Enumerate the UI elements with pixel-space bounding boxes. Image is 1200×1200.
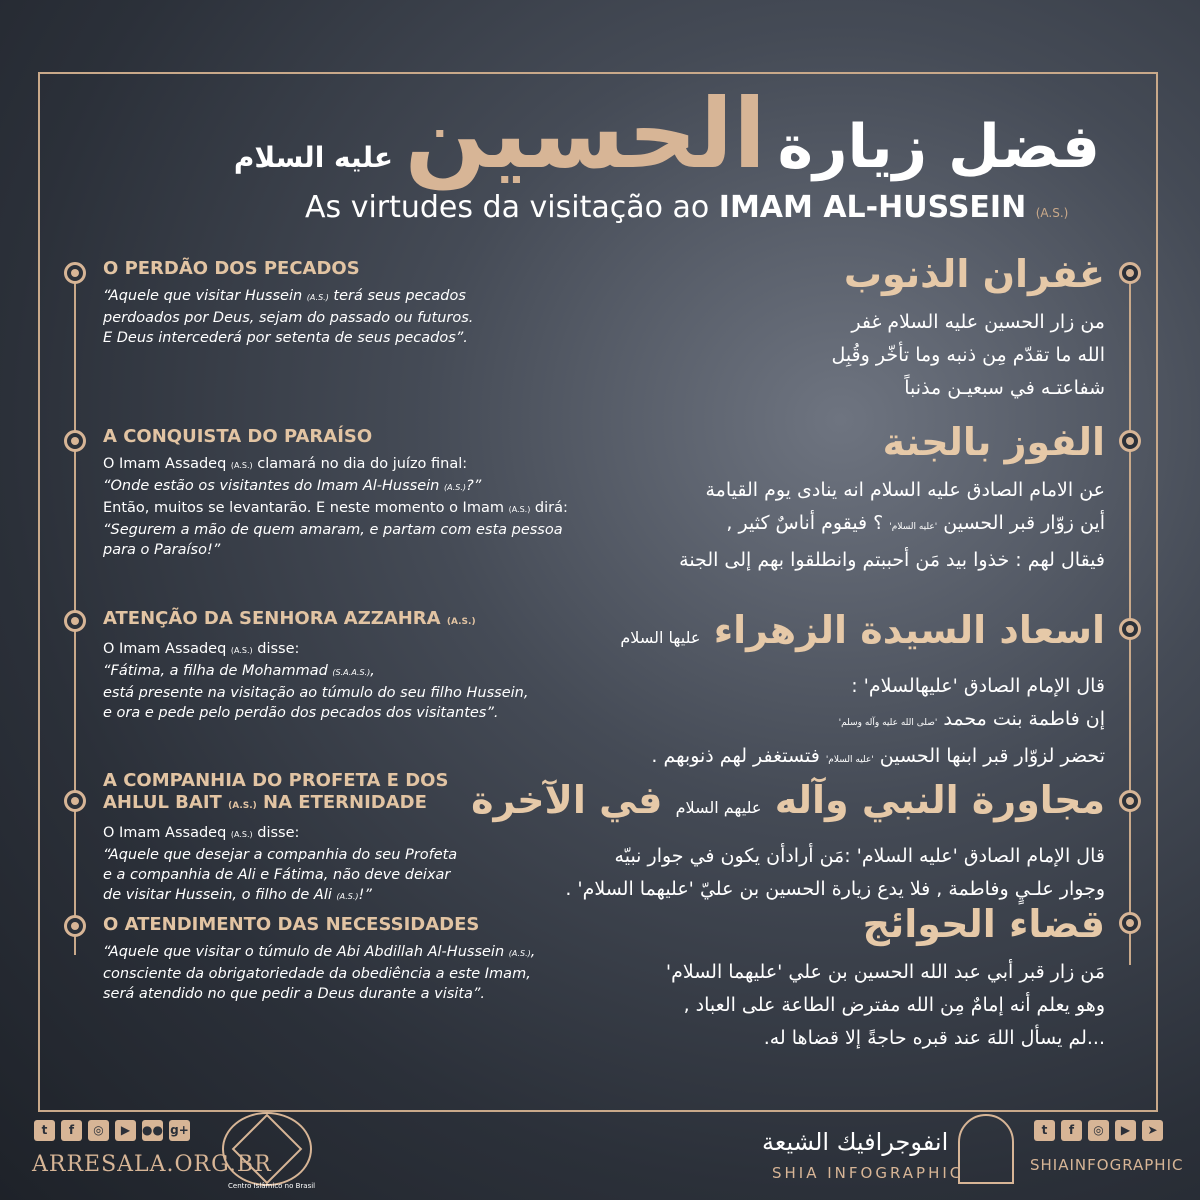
- twitter-icon[interactable]: t: [1034, 1120, 1055, 1141]
- twitter-icon[interactable]: t: [34, 1120, 55, 1141]
- seal-caption: Centro Islâmico no Brasil: [228, 1182, 316, 1190]
- bullet-dot-4: [64, 790, 86, 812]
- point-3: ATENÇÃO DA SENHORA AZZAHRA (A.S.) O Imam Assadeq (A.S.) disse: “Fátima, a filha de Mohammad (S.A.A.S.), está presente na visitação ao túmulo do seu filho Hussein, e ora e pede pelo perdão dos pecados dos visitantes”.: [103, 608, 529, 721]
- title-fadl: فضل زيارة: [777, 112, 1100, 182]
- shiainfographic-handle[interactable]: SHIAINFOGRAPHIC: [1030, 1156, 1184, 1174]
- shia-infographic-ar: انفوجرافيك الشيعة: [762, 1128, 949, 1156]
- arch-logo-icon: [958, 1114, 1014, 1184]
- footer: [0, 1112, 1200, 1200]
- title-husain: الحسين: [404, 78, 766, 190]
- arresala-link[interactable]: ARRESALA.ORG.BR: [32, 1152, 272, 1177]
- arabic-section-5: قضاء الحوائج مَن زار قبر أبي عبد الله الحسين بن علي 'عليهما السلام' وهو يعلم أنه إمامٌ مِن الله مفترض الطاعة على العباد , ...لم يسأل اللهَ عند قبره حاجةً إلا قضاها له.: [665, 902, 1105, 1049]
- social-icons-right: [1034, 1120, 1163, 1141]
- youtube-icon[interactable]: ▶: [1115, 1120, 1136, 1141]
- instagram-icon[interactable]: ◎: [1088, 1120, 1109, 1141]
- point-5: O ATENDIMENTO DAS NECESSIDADES “Aquele que visitar o túmulo de Abi Abdillah Al-Hussein (A.S.), consciente da obrigatoriedade da obediência a este Imam, será atendido no que pedir a Deus durante a visita”.: [103, 914, 536, 1002]
- instagram-icon[interactable]: ◎: [88, 1120, 109, 1141]
- title-block: [0, 0, 1200, 240]
- google-plus-icon[interactable]: g+: [169, 1120, 190, 1141]
- arabic-section-2: الفوز بالجنة عن الامام الصادق عليه السلام انه ينادى يوم القيامة أين زوّار قبر الحسين 'عليه السلام' ؟ فيقوم أناسٌ كثير , فيقال لهم : خذوا بيد مَن أحببتم وانطلقوا بهم إلى الجنة: [679, 420, 1105, 571]
- bullet-dot-ar-2: [1119, 430, 1141, 452]
- title-alayhi: عليه السلام: [233, 141, 394, 174]
- bullet-dot-2: [64, 430, 86, 452]
- bullet-dot-3: [64, 610, 86, 632]
- social-icons-left: [34, 1120, 190, 1141]
- bullet-dot-ar-4: [1119, 790, 1141, 812]
- point-4: A COMPANHIA DO PROFETA E DOS AHLUL BAIT (A.S.) NA ETERNIDADE O Imam Assadeq (A.S.) disse: “Aquele que desejar a companhia do seu Profeta e a companhia de Ali e Fátima, não deve deixar de visitar Hussein, o filho de Ali (A.S.)!”: [103, 770, 458, 903]
- centro-islamico-logo: [222, 1112, 312, 1186]
- flickr-icon[interactable]: ●●: [142, 1120, 163, 1141]
- bullet-dot-ar-3: [1119, 618, 1141, 640]
- facebook-icon[interactable]: f: [1061, 1120, 1082, 1141]
- arabic-section-4: مجاورة النبي وآله عليهم السلام في الآخرة قال الإمام الصادق 'عليه السلام' :مَن أرادأن يكون في جوار نبيّه وجوار علـيٍ وفاطمة , فلا يدع زيارة الحسين بن عليّ 'عليهما السلام' .: [471, 778, 1105, 900]
- point-1: O PERDÃO DOS PECADOS “Aquele que visitar Hussein (A.S.) terá seus pecados perdoados por Deus, sejam do passado ou futuros. E Deus intercederá por setenta de seus pecados”.: [103, 258, 474, 346]
- facebook-icon[interactable]: f: [61, 1120, 82, 1141]
- point-2: A CONQUISTA DO PARAÍSO O Imam Assadeq (A.S.) clamará no dia do juízo final: “Onde estão os visitantes do Imam Al-Hussein (A.S.)?” Então, muitos se levantarão. E neste momento o Imam (A.S.) dirá: “Segurem a mão de quem amaram, e partam com esta pessoa para o Paraíso!”: [103, 426, 568, 558]
- youtube-icon[interactable]: ▶: [115, 1120, 136, 1141]
- arabic-section-1: غفران الذنوب من زار الحسين عليه السلام غفر الله ما تقدّم مِن ذنبه وما تأخّر وقُبِل شفاعتـه في سبعيـن مذنباً: [831, 252, 1105, 399]
- bullet-dot-ar-5: [1119, 912, 1141, 934]
- subtitle: As virtudes da visitação ao IMAM AL-HUSSEIN (A.S.): [305, 190, 1069, 225]
- bullet-dot-1: [64, 262, 86, 284]
- bullet-dot-ar-1: [1119, 262, 1141, 284]
- arabic-main-title: [234, 78, 1100, 190]
- arabic-section-3: اسعاد السيدة الزهراء عليها السلام قال الإمام الصادق 'عليهالسلام' : إن فاطمة بنت محمد 'صلى الله عليه وآله وسلم' تحضر لزوّار قبر ابنها الحسين 'عليه السلام' فتستغفر لهم ذنوبهم .: [620, 608, 1105, 767]
- telegram-icon[interactable]: ➤: [1142, 1120, 1163, 1141]
- bullet-dot-5: [64, 915, 86, 937]
- shia-infographic-en: SHIA INFOGRAPHIC: [772, 1164, 964, 1182]
